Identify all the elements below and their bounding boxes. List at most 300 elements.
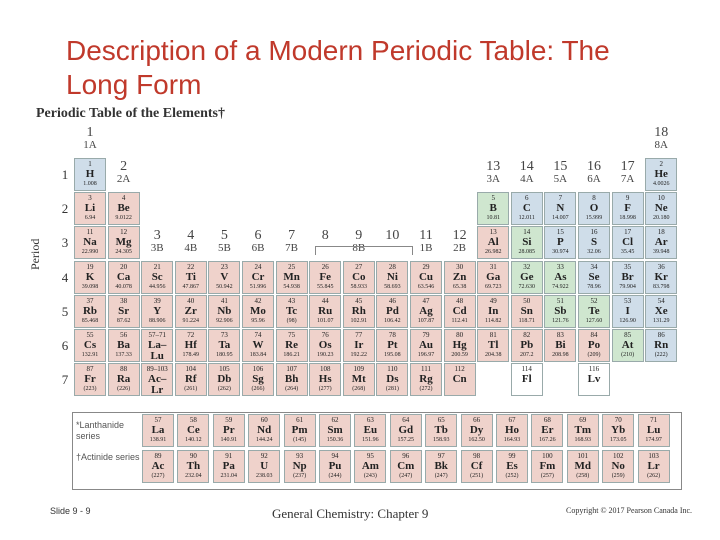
group-label: 4A bbox=[520, 173, 534, 185]
group-label: 5A bbox=[553, 173, 568, 185]
element-symbol: Mn bbox=[283, 270, 300, 283]
element-symbol: Xe bbox=[654, 304, 668, 317]
atomic-mass: 204.38 bbox=[484, 352, 502, 358]
element-cell-Cd bbox=[444, 295, 476, 328]
atomic-mass: 65.38 bbox=[452, 283, 467, 290]
element-symbol: Ds bbox=[386, 373, 399, 386]
atomic-mass: 207.2 bbox=[520, 352, 534, 358]
element-symbol: Pb bbox=[520, 339, 534, 351]
atomic-number: 12 bbox=[120, 228, 128, 237]
element-symbol: Gd bbox=[398, 424, 414, 436]
element-cell-I bbox=[612, 295, 644, 328]
element-symbol: Ir bbox=[354, 339, 364, 351]
group-header-8 bbox=[309, 229, 341, 242]
footer-course-title: General Chemistry: Chapter 9 bbox=[272, 506, 429, 521]
element-cell-Se bbox=[578, 261, 610, 294]
atomic-mass: 91.224 bbox=[182, 317, 200, 324]
element-symbol: Pt bbox=[387, 339, 398, 351]
atomic-mass: 54.938 bbox=[283, 283, 300, 290]
group-header-17 bbox=[612, 160, 644, 186]
element-symbol: Ru bbox=[318, 304, 333, 317]
element-cell-Lv bbox=[578, 363, 610, 396]
atomic-mass: (277) bbox=[318, 386, 332, 393]
element-cell-Bi bbox=[544, 329, 576, 362]
element-cell-Po bbox=[578, 329, 610, 362]
element-cell-Hs bbox=[309, 363, 341, 396]
group-label: 7B bbox=[285, 242, 299, 254]
actinide-cell-Pa bbox=[213, 450, 245, 483]
atomic-number: 28 bbox=[388, 262, 396, 271]
atomic-mass: 150.36 bbox=[326, 437, 344, 443]
element-symbol: Si bbox=[522, 236, 532, 249]
element-cell-Ar bbox=[645, 226, 677, 259]
element-symbol: Hf bbox=[184, 339, 197, 351]
element-symbol: Hg bbox=[452, 339, 467, 351]
atomic-mass: 14.007 bbox=[552, 215, 569, 222]
actinide-cell-Lr bbox=[638, 450, 670, 483]
atomic-mass: 126.90 bbox=[619, 317, 636, 324]
lanthanide-cell-Eu bbox=[354, 414, 386, 447]
atomic-number: 89 bbox=[154, 452, 162, 460]
element-cell-Fr bbox=[74, 363, 106, 396]
element-symbol: V bbox=[220, 270, 229, 283]
atomic-mass: 138.91 bbox=[149, 437, 167, 443]
atomic-number: 112 bbox=[454, 365, 465, 374]
atomic-number: 108 bbox=[319, 365, 331, 374]
element-cell-Y bbox=[141, 295, 173, 328]
atomic-number: 26 bbox=[321, 262, 329, 271]
group-number: 17 bbox=[620, 159, 635, 174]
atomic-number: 74 bbox=[254, 331, 262, 339]
element-symbol: Cl bbox=[622, 236, 634, 249]
group-number: 5 bbox=[220, 228, 228, 243]
element-cell-Ru bbox=[309, 295, 341, 328]
group-number: 18 bbox=[654, 125, 669, 140]
atomic-number: 69 bbox=[579, 416, 587, 424]
group-number: 1 bbox=[86, 125, 94, 140]
atomic-mass: 144.24 bbox=[255, 437, 273, 443]
group-label: 2A bbox=[116, 173, 131, 185]
atomic-number: 17 bbox=[624, 228, 632, 237]
atomic-mass: 112.41 bbox=[451, 317, 468, 324]
atomic-mass: 132.91 bbox=[81, 352, 99, 358]
element-symbol: Cd bbox=[452, 304, 467, 317]
atomic-number: 16 bbox=[590, 228, 598, 237]
atomic-mass: (247) bbox=[434, 473, 448, 479]
element-symbol: Bi bbox=[555, 339, 566, 351]
atomic-mass: 200.59 bbox=[451, 352, 468, 358]
element-symbol: Zr bbox=[184, 304, 197, 317]
element-symbol: Cu bbox=[418, 270, 434, 283]
group-label: 4B bbox=[184, 242, 198, 254]
element-cell-Xe bbox=[645, 295, 677, 328]
atomic-mass: (259) bbox=[611, 473, 625, 479]
atomic-number: 6 bbox=[525, 194, 529, 203]
element-cell-Co bbox=[343, 261, 375, 294]
lanthanide-cell-Lu bbox=[638, 414, 670, 447]
atomic-number: 1 bbox=[88, 160, 92, 168]
atomic-number: 105 bbox=[219, 365, 230, 374]
atomic-mass: 6.94 bbox=[84, 215, 96, 222]
atomic-mass: 83.798 bbox=[652, 283, 670, 290]
atomic-number: 40 bbox=[187, 296, 195, 305]
element-symbol: Mo bbox=[250, 304, 266, 317]
atomic-number: 57–71 bbox=[148, 331, 166, 339]
atomic-mass: 92.906 bbox=[216, 317, 233, 324]
element-cell-Ta bbox=[208, 329, 240, 362]
group-number: 3 bbox=[153, 228, 161, 243]
atomic-mass: 63.546 bbox=[417, 283, 435, 290]
atomic-mass: 85.468 bbox=[81, 317, 99, 324]
element-symbol: Es bbox=[506, 460, 518, 472]
element-symbol: K bbox=[85, 270, 95, 283]
element-cell-Mn bbox=[276, 261, 308, 294]
atomic-mass: (262) bbox=[217, 386, 231, 393]
element-cell-Hf bbox=[175, 329, 207, 362]
atomic-mass: 35.45 bbox=[620, 249, 635, 256]
atomic-number: 102 bbox=[612, 452, 624, 460]
atomic-number: 83 bbox=[556, 331, 564, 339]
atomic-mass: 9.0122 bbox=[115, 215, 132, 222]
atomic-number: 55 bbox=[86, 331, 94, 339]
atomic-number: 106 bbox=[252, 365, 264, 374]
atomic-mass: 180.95 bbox=[216, 352, 233, 358]
atomic-mass: 39.948 bbox=[652, 249, 670, 256]
slide-title: Description of a Modern Periodic Table: The Long Form bbox=[66, 35, 610, 100]
lanthanide-cell-Ho bbox=[496, 414, 528, 447]
element-cell-Ge bbox=[511, 261, 543, 294]
atomic-number: 29 bbox=[422, 262, 430, 271]
actinide-cell-Ac bbox=[142, 450, 174, 483]
atomic-number: 14 bbox=[523, 228, 531, 237]
atomic-number: 36 bbox=[657, 262, 665, 271]
atomic-number: 98 bbox=[473, 452, 481, 460]
element-cell-Br bbox=[612, 261, 644, 294]
atomic-mass: 32.06 bbox=[587, 249, 601, 256]
group-header-1 bbox=[74, 126, 106, 152]
element-cell-Al bbox=[477, 226, 509, 259]
atomic-mass: (222) bbox=[654, 352, 668, 358]
atomic-mass: 118.71 bbox=[518, 317, 535, 324]
element-symbol: Pa bbox=[222, 460, 235, 472]
element-symbol: Rg bbox=[419, 373, 433, 386]
atomic-mass: 196.97 bbox=[417, 352, 435, 358]
atomic-number: 78 bbox=[388, 331, 396, 339]
element-symbol: Fr bbox=[84, 373, 96, 386]
atomic-number: 42 bbox=[254, 296, 262, 305]
element-cell-Te bbox=[578, 295, 610, 328]
element-cell-Rb bbox=[74, 295, 106, 328]
element-cell-Mg bbox=[108, 226, 140, 259]
atomic-mass: (98) bbox=[286, 317, 297, 324]
atomic-mass: (266) bbox=[251, 386, 265, 393]
group-header-7 bbox=[276, 229, 308, 255]
group-header-16 bbox=[578, 160, 610, 186]
atomic-number: 22 bbox=[187, 262, 195, 271]
atomic-number: 18 bbox=[657, 228, 665, 237]
atomic-mass: 127.60 bbox=[585, 317, 603, 324]
element-cell-C bbox=[511, 192, 543, 225]
element-cell-Mt bbox=[343, 363, 375, 396]
lanthanide-cell-Yb bbox=[602, 414, 634, 447]
element-symbol: Sg bbox=[252, 373, 264, 386]
lanthanide-series-label: *Lanthanide series bbox=[76, 420, 125, 441]
atomic-mass: 72.630 bbox=[518, 283, 536, 290]
element-symbol: Se bbox=[588, 270, 600, 283]
group-label: 2B bbox=[453, 242, 467, 254]
atomic-mass: 58.693 bbox=[384, 283, 401, 290]
element-cell-Ag bbox=[410, 295, 442, 328]
period-number-3: 3 bbox=[61, 235, 69, 251]
actinide-cell-Fm bbox=[531, 450, 563, 483]
element-symbol: Co bbox=[352, 270, 366, 283]
actinide-cell-Md bbox=[567, 450, 599, 483]
group-header-10 bbox=[376, 229, 408, 242]
group-label: 1B bbox=[419, 242, 433, 254]
atomic-number: 66 bbox=[473, 416, 481, 424]
element-cell-Ac–Lr bbox=[141, 363, 173, 396]
group-number: 7 bbox=[288, 228, 296, 243]
atomic-number: 89–103 bbox=[146, 365, 168, 374]
element-symbol: Lr bbox=[647, 460, 660, 472]
atomic-mass: 101.07 bbox=[316, 317, 334, 324]
atomic-mass: (210) bbox=[621, 352, 635, 358]
element-symbol: U bbox=[260, 460, 269, 472]
element-symbol: Na bbox=[83, 236, 97, 249]
lanthanide-cell-Pm bbox=[284, 414, 316, 447]
element-symbol: Te bbox=[588, 304, 600, 317]
group-number: 14 bbox=[519, 159, 534, 174]
element-symbol: Sc bbox=[151, 270, 163, 283]
element-symbol: Pd bbox=[385, 304, 399, 317]
atomic-number: 86 bbox=[657, 331, 665, 339]
atomic-number: 73 bbox=[220, 331, 228, 339]
atomic-mass: 121.76 bbox=[552, 317, 569, 324]
element-cell-Zn bbox=[444, 261, 476, 294]
actinide-cell-Am bbox=[354, 450, 386, 483]
period-axis-label: Period bbox=[28, 238, 42, 270]
element-symbol: C bbox=[522, 202, 531, 215]
atomic-mass: 107.87 bbox=[417, 317, 435, 324]
element-cell-Sg bbox=[242, 363, 274, 396]
element-symbol: At bbox=[621, 339, 634, 351]
atomic-mass: 151.96 bbox=[362, 437, 379, 443]
atomic-number: 31 bbox=[489, 262, 497, 271]
atomic-number: 51 bbox=[556, 296, 564, 305]
element-cell-Ra bbox=[108, 363, 140, 396]
element-symbol: Pm bbox=[291, 424, 308, 436]
atomic-mass: (261) bbox=[184, 386, 198, 393]
atomic-number: 24 bbox=[254, 262, 262, 271]
element-cell-Bh bbox=[276, 363, 308, 396]
atomic-mass: 162.50 bbox=[468, 437, 485, 443]
element-symbol: W bbox=[252, 339, 264, 351]
atomic-number: 11 bbox=[86, 228, 94, 237]
atomic-mass: (252) bbox=[505, 473, 519, 479]
element-symbol: Bh bbox=[284, 373, 299, 386]
atomic-mass: 1.008 bbox=[83, 181, 97, 187]
element-symbol: Cm bbox=[397, 460, 415, 472]
element-symbol: Ta bbox=[218, 339, 231, 351]
atomic-mass: 178.49 bbox=[182, 352, 200, 358]
atomic-mass: 190.23 bbox=[316, 352, 334, 358]
element-symbol: Ba bbox=[117, 339, 131, 351]
actinide-cell-Np bbox=[284, 450, 316, 483]
element-cell-Au bbox=[410, 329, 442, 362]
actinide-cell-U bbox=[248, 450, 280, 483]
lanthanide-cell-La bbox=[142, 414, 174, 447]
element-symbol: Lv bbox=[587, 373, 601, 386]
group-number: 12 bbox=[452, 228, 467, 243]
atomic-mass: 131.29 bbox=[652, 317, 670, 324]
atomic-mass: (244) bbox=[328, 473, 342, 479]
element-symbol: Nb bbox=[217, 304, 232, 317]
atomic-number: 91 bbox=[225, 452, 233, 460]
atomic-mass: 140.12 bbox=[185, 437, 202, 443]
atomic-mass: 47.867 bbox=[182, 283, 200, 290]
element-symbol: Pu bbox=[328, 460, 342, 472]
element-symbol: Yb bbox=[611, 424, 626, 436]
element-cell-Pt bbox=[376, 329, 408, 362]
element-symbol: Re bbox=[285, 339, 298, 351]
group-number: 15 bbox=[553, 159, 568, 174]
element-symbol: Dy bbox=[469, 424, 484, 436]
atomic-mass: 24.305 bbox=[115, 249, 132, 256]
atomic-number: 61 bbox=[296, 416, 304, 424]
atomic-number: 7 bbox=[558, 194, 563, 203]
element-symbol: He bbox=[654, 168, 668, 180]
element-cell-Ni bbox=[376, 261, 408, 294]
group-header-18 bbox=[645, 126, 677, 152]
element-cell-In bbox=[477, 295, 509, 328]
element-symbol: Ra bbox=[116, 373, 131, 386]
atomic-number: 47 bbox=[422, 296, 430, 305]
element-symbol: Am bbox=[361, 460, 379, 472]
atomic-mass: 106.42 bbox=[384, 317, 401, 324]
atomic-number: 33 bbox=[556, 262, 564, 271]
element-cell-La–Lu bbox=[141, 329, 173, 362]
element-cell-Pd bbox=[376, 295, 408, 328]
atomic-mass: 208.98 bbox=[552, 352, 569, 358]
element-symbol: Rf bbox=[184, 373, 197, 386]
element-symbol: Br bbox=[621, 270, 634, 283]
element-cell-Cs bbox=[74, 329, 106, 362]
atomic-mass: 30.974 bbox=[552, 249, 569, 256]
atomic-mass: 79.904 bbox=[619, 283, 636, 290]
group-label: 8A bbox=[654, 139, 668, 151]
atomic-number: 67 bbox=[508, 416, 516, 424]
atomic-mass: 26.982 bbox=[484, 249, 502, 256]
element-cell-As bbox=[544, 261, 576, 294]
atomic-mass: 69.723 bbox=[484, 283, 502, 290]
atomic-number: 85 bbox=[624, 331, 632, 339]
lanthanide-cell-Tm bbox=[567, 414, 599, 447]
element-symbol: Zn bbox=[452, 270, 467, 283]
atomic-mass: (257) bbox=[540, 473, 554, 479]
lanthanide-cell-Ce bbox=[177, 414, 209, 447]
element-symbol: B bbox=[489, 202, 497, 215]
group-header-13 bbox=[477, 160, 509, 186]
atomic-mass: (145) bbox=[293, 437, 307, 443]
element-symbol: Cs bbox=[83, 339, 97, 351]
atomic-number: 13 bbox=[489, 228, 497, 237]
group-label: 6A bbox=[587, 173, 601, 185]
atomic-number: 81 bbox=[489, 331, 497, 339]
group-label: 7A bbox=[620, 173, 635, 185]
element-cell-Be bbox=[108, 192, 140, 225]
atomic-number: 19 bbox=[86, 262, 94, 271]
atomic-number: 62 bbox=[331, 416, 339, 424]
element-symbol: Th bbox=[186, 460, 201, 472]
group-number: 4 bbox=[187, 228, 195, 243]
element-cell-Tc bbox=[276, 295, 308, 328]
group-number: 10 bbox=[385, 228, 400, 243]
atomic-mass: 55.845 bbox=[316, 283, 334, 290]
atomic-mass: (272) bbox=[419, 386, 433, 393]
element-symbol: Tm bbox=[574, 424, 592, 436]
element-symbol: Ce bbox=[186, 424, 200, 436]
atomic-number: 50 bbox=[523, 296, 531, 305]
element-cell-Sb bbox=[544, 295, 576, 328]
element-cell-At bbox=[612, 329, 644, 362]
atomic-mass: 140.91 bbox=[220, 437, 238, 443]
group-number: 11 bbox=[419, 228, 433, 243]
element-cell-Ds bbox=[376, 363, 408, 396]
element-cell-Ca bbox=[108, 261, 140, 294]
element-symbol: Mg bbox=[115, 236, 132, 249]
element-symbol: Cf bbox=[470, 460, 483, 472]
element-symbol: S bbox=[590, 236, 598, 249]
lanthanide-cell-Gd bbox=[390, 414, 422, 447]
element-symbol: Np bbox=[292, 460, 307, 472]
period-number-4: 4 bbox=[61, 269, 69, 285]
group-number: 6 bbox=[254, 228, 262, 243]
atomic-mass: (264) bbox=[285, 386, 299, 393]
atomic-number: 72 bbox=[187, 331, 195, 339]
element-symbol: H bbox=[85, 168, 95, 180]
atomic-mass: 10.81 bbox=[486, 215, 500, 222]
element-cell-F bbox=[612, 192, 644, 225]
element-symbol: Er bbox=[541, 424, 554, 436]
atomic-number: 64 bbox=[402, 416, 410, 424]
actinide-cell-Es bbox=[496, 450, 528, 483]
atomic-mass: 158.93 bbox=[432, 437, 450, 443]
element-symbol: Kr bbox=[654, 270, 668, 283]
group-8b-bracket bbox=[315, 246, 413, 255]
element-symbol: Tl bbox=[487, 339, 499, 351]
group-header-15 bbox=[544, 160, 576, 186]
element-cell-Cl bbox=[612, 226, 644, 259]
atomic-number: 43 bbox=[288, 296, 296, 305]
atomic-number: 54 bbox=[657, 296, 665, 305]
atomic-number: 79 bbox=[422, 331, 430, 339]
atomic-number: 46 bbox=[388, 296, 396, 305]
element-symbol: Al bbox=[487, 236, 499, 249]
element-cell-Sc bbox=[141, 261, 173, 294]
atomic-mass: (268) bbox=[352, 386, 366, 393]
element-symbol: Be bbox=[117, 202, 130, 215]
element-symbol: Fm bbox=[539, 460, 556, 472]
group-number: 2 bbox=[120, 159, 128, 174]
atomic-mass: 137.33 bbox=[115, 352, 132, 358]
element-symbol: La–Lu bbox=[148, 339, 167, 362]
atomic-mass: 164.93 bbox=[503, 437, 521, 443]
element-symbol: Ac bbox=[151, 460, 165, 472]
atomic-mass: 44.956 bbox=[148, 283, 166, 290]
atomic-number: 49 bbox=[489, 296, 497, 305]
element-symbol: Eu bbox=[363, 424, 378, 436]
atomic-number: 38 bbox=[120, 296, 128, 305]
